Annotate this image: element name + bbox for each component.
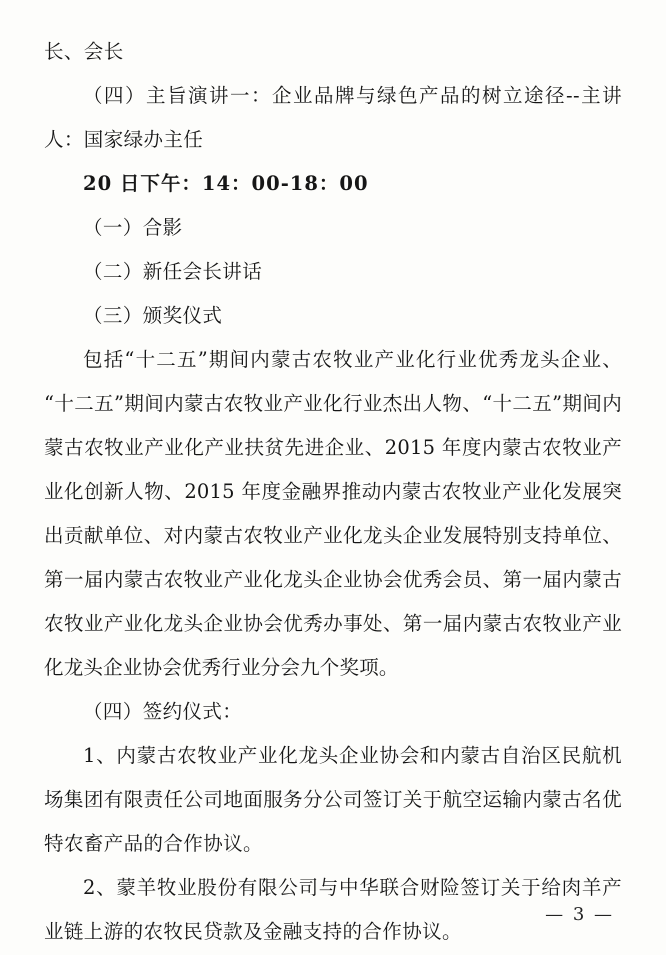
paragraph-continuation: 长、会长 bbox=[44, 40, 124, 63]
paragraph-item-award-ceremony: （三）颁奖仪式 bbox=[83, 304, 223, 327]
document-body bbox=[44, 30, 622, 954]
paragraph-item-signing-ceremony: （四）签约仪式： bbox=[83, 700, 243, 723]
paragraph-item-president-speech: （二）新任会长讲话 bbox=[83, 260, 263, 283]
paragraph-item-group-photo: （一）合影 bbox=[83, 216, 183, 239]
paragraph-schedule-heading: 20 日下午：14：00-18：00 bbox=[83, 172, 369, 195]
paragraph-signing-item-2: 2、蒙羊牧业股份有限公司与中华联合财险签订关于给肉羊产业链上游的农牧民贷款及金融支持的合作协议。 bbox=[44, 876, 622, 943]
paragraph-signing-item-1: 1、内蒙古农牧业产业化龙头企业协会和内蒙古自治区民航机场集团有限责任公司地面服务分公司签订关于航空运输内蒙古名优特农畜产品的合作协议。 bbox=[44, 744, 622, 855]
paragraph-keynote-speech: （四）主旨演讲一：企业品牌与绿色产品的树立途径--主讲人：国家绿办主任 bbox=[44, 84, 622, 151]
paragraph-award-list: 包括“十二五”期间内蒙古农牧业产业化行业优秀龙头企业、“十二五”期间内蒙古农牧业产业化行业杰出人物、“十二五”期间内蒙古农牧业产业化产业扶贫先进企业、2015 年度内蒙古农牧业产业化创新人物、2015 年度金融界推动内蒙古农牧业产业化发展突出贡献单位、对内蒙古农牧业产业化龙头企业发展特别支持单位、第一届内蒙古农牧业产业化龙头企业协会优秀会员、第一届内蒙古农牧业产业化龙头企业协会优秀办事处、第一届内蒙古农牧业产业化龙头企业协会优秀行业分会九个奖项。 bbox=[44, 348, 622, 679]
page-number: — 3 — bbox=[545, 904, 614, 925]
